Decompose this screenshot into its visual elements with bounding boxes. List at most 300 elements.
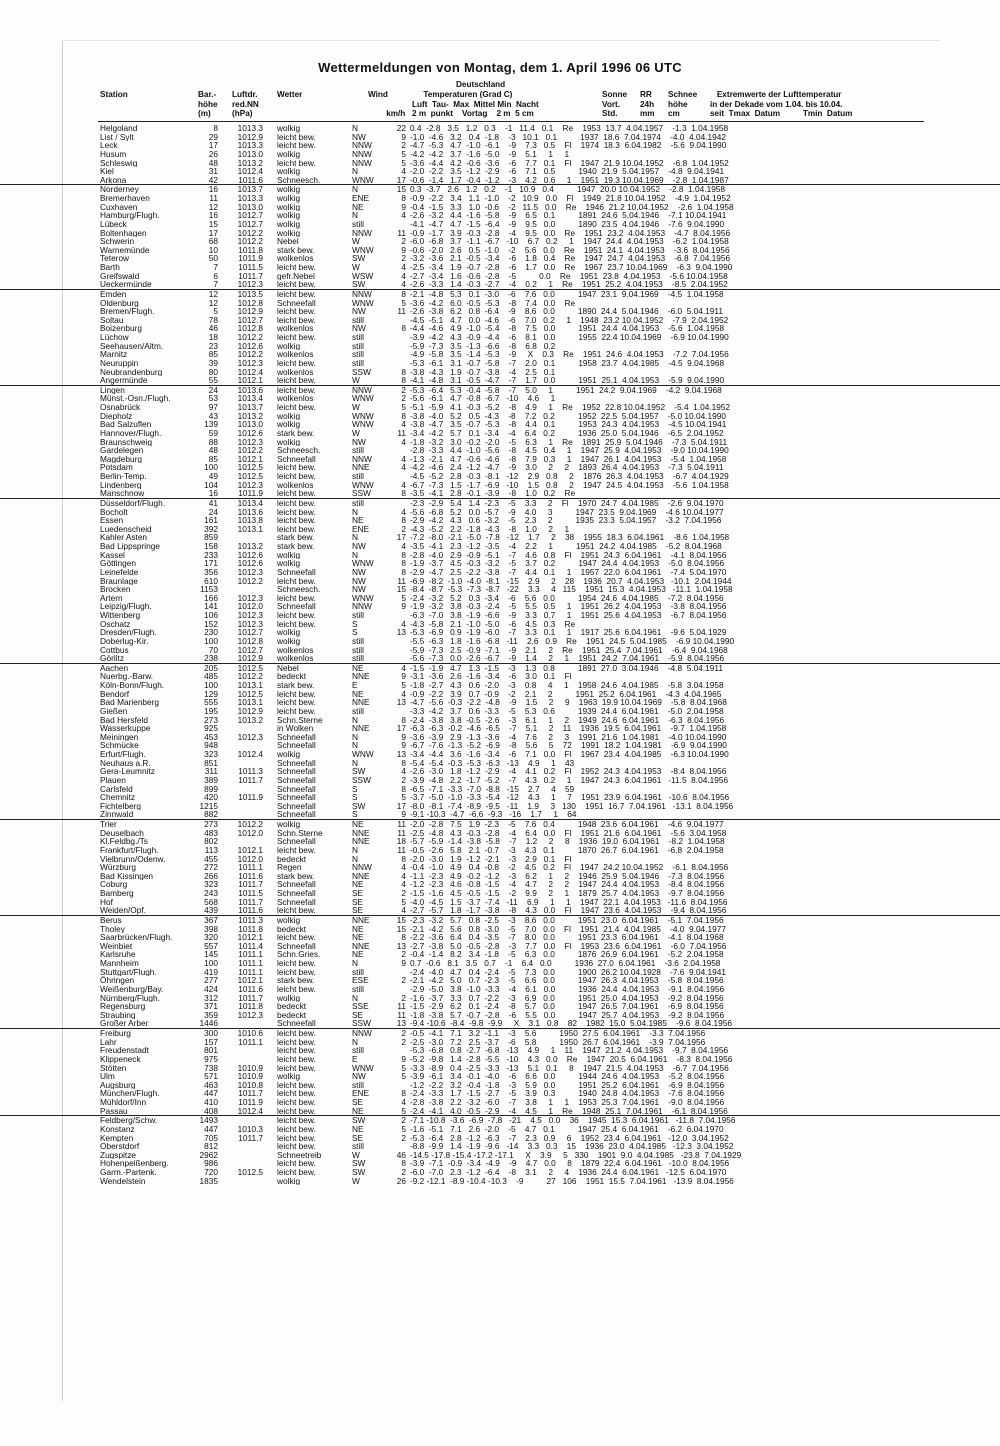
pressure: 1012.2 [237, 819, 263, 829]
station-name: Kassel [100, 550, 125, 560]
wind-speed: 2 [401, 1115, 406, 1126]
barometer-height: 447 [204, 1088, 218, 1099]
station-name: Braunlage [100, 576, 138, 586]
barometer-height: 463 [204, 1079, 218, 1090]
station-name: Düsseldorf/Flugh. [100, 498, 166, 508]
pressure: 1012.2 [237, 671, 263, 682]
station-name: Hannover/Flugh. [100, 428, 162, 438]
weather: wolkig [277, 750, 301, 759]
barometer-height: 738 [204, 1062, 218, 1073]
wind-speed: 2 [401, 236, 406, 247]
observation-values: -0.4 -1.0 4.9 0.4 -0.8 -2 4.5 0.2 Fl 1947 24.2 10.04.1952 -6.1 8.04.1956 [410, 862, 729, 873]
observation-values: -1.5 -1.9 4.7 1.3 -1.5 -3 1.3 0.8 1891 27.0 3.04.1946 -4.8 5.04.1911 [410, 662, 724, 673]
observation-values: -3.6 -4.4 4.2 -0.6 -3.6 -6 7.7 0.1 Fl 1947 21.9 10.04.1952 -6.8 1.04.1952 [410, 157, 729, 168]
wind-direction: WNW [352, 419, 374, 430]
weather: stark bew. [277, 533, 315, 542]
observation-values: -3.8 -4.3 1.9 -0.7 -3.8 -4 2.5 0.1 [410, 366, 556, 377]
pressure: 1013.3 [237, 193, 263, 203]
weather: Schneefall [277, 880, 316, 889]
weather: wolkig [277, 628, 301, 637]
station-name: Lindenberg [100, 480, 142, 490]
wind-direction: N [352, 714, 358, 725]
observation-values: -5.3 -6.4 5.3 -0.4 -5.8 -7 5.0 1 1951 24.2 9.04.1969 -4.2 9.04.1968 [410, 384, 722, 395]
station-name: Lahr [100, 1037, 117, 1047]
wind-speed: 8 [401, 488, 406, 499]
station-name: Chemnitz [100, 793, 136, 802]
observation-values: -3.9 -7.1 -0.9 -3.4 -4.9 -9 4.7 0.0 8 1879 22.4 6.04.1961 -10.0 8.04.1956 [410, 1158, 730, 1169]
header-schnee: Schnee höhe cm [668, 90, 698, 119]
weather: leicht bew. [277, 315, 316, 325]
wind-speed: 2 [401, 774, 406, 785]
weather: Schneefall [277, 767, 316, 776]
wind-speed: 8 [401, 375, 406, 386]
wind-speed: 4 [401, 862, 406, 873]
wind-speed: 4 [401, 453, 406, 464]
wind-direction: N [352, 844, 358, 855]
weather: Nebel [277, 237, 299, 246]
weather: Schneesch. [277, 446, 321, 455]
weather: leicht bew. [277, 489, 316, 498]
wind-direction: NNE [352, 697, 370, 708]
weather: leicht bew. [277, 263, 316, 272]
weather: wolkig [277, 124, 301, 133]
observation-values: -5.4 -5.4 -0.3 -5.3 -6.3 -13 4.9 1 43 [410, 757, 575, 768]
barometer-height: 1446 [199, 1018, 218, 1029]
weather: leicht bew. [277, 141, 316, 150]
weather: wolkig [277, 211, 301, 220]
pressure: 1012.3 [237, 479, 263, 490]
observation-values: -1.8 -3.2 3.0 -0.2 -2.0 -5 6.3 1 Re 1891 25.9 5.04.1946 -7.3 5.04.1911 [410, 436, 728, 447]
barometer-height: 801 [204, 1045, 218, 1056]
pressure: 1012.5 [237, 688, 263, 699]
barometer-height: 273 [204, 714, 218, 725]
weather: leicht bew. [277, 463, 316, 472]
weather: leicht bew. [277, 1116, 316, 1125]
station-name: Boltenhagen [100, 228, 147, 238]
observation-values: -2.7 -3.8 5.0 -0.5 -2.8 -3 7.7 0.0 Fl 1953 23.6 6.04.1961 -6.0 7.04.1956 [410, 940, 727, 951]
barometer-height: 48 [208, 445, 218, 456]
wind-direction: NE [352, 515, 364, 526]
weather: Schneefall [277, 454, 316, 464]
observation-values: -2.3 -3.2 5.7 0.8 -2.5 -3 8.6 0.0 1951 23.0 6.04.1961 -5.1 7.04.1956 [410, 914, 724, 925]
observation-values: -5.7 -5.9 -1.4 -3.8 -5.8 -7 1.2 2 8 1936 19.0 6.04.1961 -8.2 1.04.1958 [410, 836, 725, 847]
pressure: 1012.0 [237, 853, 263, 864]
wind-direction: SE [352, 896, 364, 907]
observation-values: -0.9 -1.7 3.9 -0.3 -2.8 -4 9.5 0.0 Re 1951 23.2 4.04.1953 -4.7 8.04.1956 [410, 227, 731, 238]
barometer-height: 277 [204, 975, 218, 986]
wind-speed: 2 [401, 888, 406, 898]
station-name: Luedenscheid [100, 524, 152, 534]
observation-values: -4.5 -5.2 2.8 -0.3 -8.1 -12 2.9 0.8 2 1876 26.3 4.04.1953 -6.7 4.04.1929 [410, 471, 729, 481]
barometer-height: 7 [213, 262, 218, 272]
weather: wolkig [277, 437, 301, 447]
barometer-height: 925 [204, 723, 218, 734]
wind-speed: 5 [401, 157, 406, 168]
station-name: Manschnow [100, 489, 145, 498]
barometer-height: 85 [208, 349, 218, 360]
weather: leicht bew. [277, 1142, 316, 1151]
observation-values: -9.4 -10.6 -8.4 -9.8 -9.9 X 3.1 0.8 82 1982 15.0 5.04.1985 -9.6 8.04.1956 [410, 1018, 732, 1029]
wind-speed: 4 [401, 210, 406, 221]
weather: wolkig [277, 219, 301, 229]
weather: stark bew. [277, 871, 315, 881]
barometer-height: 2962 [199, 1149, 218, 1160]
station-name: Feldberg/Schw. [100, 1116, 158, 1125]
weather: Schneefall [277, 758, 316, 768]
pressure: 1011.7 [238, 1132, 263, 1143]
pressure: 1012.3 [237, 731, 263, 742]
observation-values: -1.2 -2.3 4.6 -0.8 -1.5 -4 4.7 2 2 1947 24.4 4.04.1953 -8.4 8.04.1956 [410, 879, 725, 890]
observation-values: -3.6 -4.2 6.0 -0.5 -5.3 -8 7.4 0.0 Re [410, 297, 576, 308]
pressure: 1012.4 [237, 1105, 263, 1116]
wind-speed: 4 [401, 419, 406, 430]
wind-speed: 2 [401, 1167, 406, 1177]
barometer-height: 419 [204, 966, 218, 977]
wind-speed: 2 [401, 992, 406, 1003]
observation-values: -2.8 -4.0 2.9 -0.9 -5.1 -7 4.6 0.8 Fl 1951 24.3 6.04.1961 -4.1 8.04.1956 [410, 549, 727, 560]
wind-speed: 5 [401, 297, 406, 308]
observation-values: -2.6 -3.0 1.8 -1.2 -2.9 -4 4.1 0.2 Fl 1952 24.3 4.04.1953 -8.4 8.04.1956 [410, 766, 727, 777]
pressure: 1012.4 [237, 166, 263, 177]
barometer-height: 12 [208, 201, 218, 212]
wind-direction: E [352, 680, 358, 690]
station-name: Soltau [100, 315, 124, 325]
wind-speed: 15 [396, 584, 406, 595]
pressure: 1012.3 [237, 357, 263, 368]
wind-direction: still [352, 1045, 364, 1056]
barometer-height: 882 [204, 809, 218, 820]
wind-direction: N [352, 210, 358, 221]
wind-direction: NE [352, 819, 364, 829]
station-name: Saarbrücken/Flugh. [100, 933, 173, 942]
station-name: Görlitz [100, 654, 124, 663]
wind-speed: 2 [401, 949, 406, 960]
header-wetter: Wetter [277, 90, 303, 99]
barometer-height: 11 [209, 193, 218, 203]
pressure: 1011.5 [238, 888, 263, 898]
wind-speed: 4 [401, 506, 406, 517]
pressure: 1011.1 [238, 1036, 263, 1047]
pressure: 1011.9 [238, 792, 263, 803]
weather: leicht bew. [277, 984, 316, 994]
station-name: Norderney [100, 185, 139, 194]
wind-speed: 2 [401, 140, 406, 151]
pressure: 1012.8 [237, 297, 263, 308]
pressure: 1012.5 [237, 1167, 263, 1177]
weather: bedeckt [277, 1010, 307, 1020]
pressure: 1011.6 [238, 905, 263, 916]
wind-direction: NE [352, 879, 364, 890]
pressure: 1011.7 [238, 270, 263, 281]
station-name: Stuttgart/Flugh. [100, 967, 157, 977]
barometer-height: 311 [204, 766, 218, 777]
wind-direction: SW [352, 1167, 366, 1177]
wind-direction: ESE [352, 975, 369, 986]
station-name: Straubing [100, 1010, 136, 1020]
weather: leicht bew. [277, 1080, 316, 1090]
wind-speed: 9 [401, 131, 406, 142]
station-name: Aachen [100, 663, 129, 673]
wind-direction: SE [352, 1132, 364, 1143]
observation-values: -3.3 -4.2 3.7 0.6 -3.3 -5 5.3 0.6 1939 24.4 6.04.1961 -5.0 2.04.1958 [410, 705, 724, 716]
weather: leicht bew. [277, 289, 316, 299]
station-name: Leck [100, 141, 118, 150]
pressure: 1012.2 [237, 445, 263, 456]
observation-values: -4.3 -5.8 2.1 -1.0 -5.0 -6 4.5 0.3 Re [410, 618, 576, 629]
station-name: Potsdam [100, 463, 133, 472]
wind-direction: ENE [352, 523, 370, 534]
wind-speed: 8 [401, 410, 406, 421]
pressure: 1013.3 [237, 140, 263, 151]
header-rr: RR 24h mm [640, 90, 655, 119]
barometer-height: 453 [204, 731, 218, 742]
station-name: Kahler Asten [100, 533, 148, 542]
observation-values: -5.6 -6.1 4.7 -0.8 -6.7 -10 4.6 1 [410, 393, 556, 404]
wind-direction: WNW [352, 1062, 374, 1073]
barometer-height: 161 [204, 515, 218, 526]
wind-speed: 8 [401, 1158, 406, 1169]
station-name: Freudenstadt [100, 1046, 149, 1055]
wind-speed: 4 [401, 688, 406, 699]
weather: leicht bew. [277, 403, 316, 412]
barometer-height: 367 [204, 914, 218, 925]
barometer-height: 152 [204, 618, 218, 629]
barometer-height: 238 [204, 653, 218, 664]
page-title: Wettermeldungen von Montag, dem 1. April 1996 06 UTC [318, 60, 682, 75]
station-name: Gardelegen [100, 446, 144, 455]
barometer-height: 49 [208, 471, 218, 481]
weather: leicht bew. [277, 1046, 316, 1055]
observation-values: -3.8 -4.0 5.2 0.5 -4.3 -8 7.2 0.2 1952 22.5 5.04.1957 -5.0 10.04.1990 [410, 410, 726, 421]
weather: leicht bew. [277, 358, 316, 368]
barometer-height: 205 [204, 662, 218, 673]
observation-values: -0.9 -2.2 3.4 1.1 -1.0 -2 10.9 0.0 Fl 1949 21.8 10.04.1952 -4.9 1.04.1952 [410, 193, 731, 203]
barometer-height: 16 [208, 210, 218, 221]
wind-direction: NE [352, 923, 364, 934]
observation-values: -9.1 -10.3 -4.7 -6.6 -9.3 -16 1.7 1 64 [410, 809, 577, 820]
pressure: 1012.8 [237, 635, 263, 646]
barometer-height: 439 [204, 905, 218, 916]
wind-direction: still [352, 610, 364, 620]
wind-speed: 17 [396, 800, 406, 811]
pressure: 1013.2 [237, 541, 263, 551]
wind-speed: 13 [396, 749, 406, 759]
weather: wolkenlos [277, 254, 314, 263]
observation-values: -6.7 -7.6 -1.3 -5.2 -6.9 -8 5.6 5 72 1991 18.2 1.04.1981 -6.9 9.04.1990 [410, 740, 727, 751]
barometer-height: 8 [213, 123, 218, 133]
observation-values: -1.5 -2.9 6.2 0.1 -2.4 -8 5.7 0.0 1947 26.5 7.04.1961 -6.9 8.04.1956 [410, 1001, 724, 1012]
barometer-height: 104 [204, 479, 218, 490]
wind-speed: 11 [397, 575, 406, 586]
barometer-height: 7 [213, 279, 218, 290]
barometer-height: 53 [208, 393, 218, 404]
weather: leicht bew. [277, 1106, 316, 1116]
header-extremes: Extremwerte der Lufttemperatur in der Dekade vom 1.04. bis 10.04. seit Tmax Datum Tmin Datum [710, 90, 853, 119]
pressure: 1013.3 [237, 123, 263, 133]
observation-values: -5.3 -6.1 3.1 -0.7 -5.8 -7 2.0 0.1 1958 23.7 4.04.1985 -4.5 9.04.1968 [410, 357, 725, 368]
weather: leicht bew. [277, 507, 316, 517]
station-name: Oldenburg [100, 298, 139, 308]
observation-values: -0.4 -1.5 3.3 1.0 -0.6 -2 11.5 0.0 Re 1946 21.2 10.04.1952 -2.6 1.04.1958 [410, 201, 734, 212]
observation-values: -1.6 -3.7 3.3 0.7 -2.2 -3 6.9 0.0 1951 25.0 4.04.1953 -9.2 8.04.1956 [410, 992, 724, 1003]
weather: leicht bew. [277, 698, 316, 707]
barometer-height: 705 [204, 1132, 218, 1143]
pressure: 1012.5 [237, 462, 263, 473]
barometer-height: 31 [208, 166, 218, 177]
station-name: Dresden/Flugh. [100, 628, 157, 637]
station-name: Plauen [100, 775, 126, 785]
barometer-height: 26 [208, 148, 218, 159]
barometer-height: 78 [208, 314, 218, 325]
pressure: 1011.7 [238, 992, 263, 1003]
wind-direction: WNW [352, 479, 374, 490]
observation-values: -1.9 -3.2 3.8 -0.3 -2.4 -5 5.5 0.5 1 1951 26.2 4.04.1953 -3.8 8.04.1956 [410, 601, 727, 612]
barometer-height: 113 [204, 844, 218, 855]
weather: wolkig [277, 202, 301, 212]
wind-direction: NNW [352, 862, 372, 873]
weather: leicht bew. [277, 706, 316, 716]
pressure: 1012.6 [237, 558, 263, 569]
station-name: Oschatz [100, 619, 131, 629]
barometer-height: 158 [204, 541, 218, 551]
pressure: 1012.1 [237, 375, 263, 386]
station-name: Stötten [100, 1063, 127, 1073]
weather: leicht bew. [277, 959, 316, 968]
weather: gefr.Nebel [277, 271, 315, 281]
observation-values: -5.9 -7.3 3.5 -1.3 -6.6 -8 6.8 0.2 [410, 340, 556, 351]
pressure: 1012.4 [237, 749, 263, 759]
weather: leicht bew. [277, 524, 316, 534]
wind-direction: W [352, 1149, 360, 1160]
wind-direction: SSW [352, 366, 371, 377]
table-row [0, 1107, 1000, 1116]
wind-speed: 4 [401, 166, 406, 177]
wind-speed: 15 [396, 184, 406, 195]
barometer-height: 1215 [199, 800, 218, 811]
weather: leicht bew. [277, 158, 316, 168]
pressure: 1012.1 [237, 453, 263, 464]
observation-values: -0.6 -1.4 1.7 -0.4 -1.2 -3 4.2 0.6 1 1951 19.3 10.04.1969 -2.8 1.04.1987 [410, 174, 729, 185]
station-name: Münst.-Osn./Flugh. [100, 394, 171, 403]
pressure: 1013.1 [237, 523, 263, 534]
pressure: 1013.6 [237, 506, 263, 517]
wind-direction: NW [352, 541, 366, 551]
observation-values: -4.0 -4.5 1.5 -3.7 -7.4 -11 6.9 1 1 1947 22.1 4.04.1953 -11.6 8.04.1956 [410, 896, 728, 907]
wind-direction: N [352, 740, 358, 751]
pressure: 1011.9 [238, 1097, 263, 1107]
weather: wolkig [277, 550, 301, 560]
wind-direction: NW [352, 306, 366, 317]
barometer-height: 80 [208, 366, 218, 377]
observation-values: -4.7 -5.6 -0.3 -2.2 -4.8 -9 1.5 2 9 1963 19.9 10.04.1969 -5.8 8.04.1968 [410, 697, 727, 708]
barometer-height: 12 [208, 297, 218, 308]
observation-values: -6.3 -7.0 3.8 -1.9 -6.6 -9 3.3 0.7 1 1951 25.6 4.04.1953 -6.7 8.04.1956 [410, 610, 727, 620]
observation-values: -1.2 -2.2 3.2 -0.4 -1.8 -3 5.9 0.0 1951 25.2 6.04.1961 -6.9 8.04.1956 [410, 1079, 725, 1090]
wind-speed: 8 [401, 853, 406, 864]
station-name: Bad Hersfeld [100, 715, 148, 725]
wind-direction: still [352, 218, 364, 229]
wind-direction: NNE [352, 462, 370, 473]
weather: leicht bew. [277, 472, 316, 481]
observation-values: -2.1 -4.2 5.0 0.7 -2.3 -5 6.6 0.0 1947 26.3 4.04.1953 -5.8 8.04.1956 [410, 975, 724, 986]
barometer-height: 97 [208, 402, 218, 412]
wind-speed: 4 [401, 1097, 406, 1107]
station-name: Cottbus [100, 645, 129, 655]
barometer-height: 389 [204, 774, 218, 785]
pressure: 1012.3 [237, 279, 263, 290]
wind-speed: 2 [401, 253, 406, 264]
station-name: Angermünde [100, 376, 148, 385]
observation-values: -4.2 -4.6 2.4 -1.2 -4.7 -9 3.0 2 2 1893 26.4 4.04.1953 -7.3 5.04.1911 [410, 462, 724, 473]
wind-direction: SW [352, 1158, 366, 1169]
barometer-height: 100 [204, 958, 218, 968]
station-name: Bamberg [100, 889, 134, 898]
pressure: 1011.1 [238, 966, 263, 977]
wind-speed: 4 [401, 479, 406, 490]
station-name: Warnemünde [100, 245, 150, 255]
barometer-height: 23 [208, 340, 218, 351]
barometer-height: 371 [204, 1001, 218, 1012]
barometer-height: 100 [204, 462, 218, 473]
wind-direction: WNW [352, 297, 374, 308]
station-name: Meiningen [100, 732, 139, 742]
wind-speed: 8 [401, 1088, 406, 1099]
barometer-height: 139 [204, 419, 218, 430]
wind-speed: 15 [396, 923, 406, 934]
observation-values: -3.8 -4.7 3.5 -0.7 -5.3 -8 4.4 0.1 1953 24.3 4.04.1953 -4.5 10.04.1941 [410, 419, 727, 430]
wind-speed: 4 [401, 662, 406, 673]
barometer-height: 323 [204, 749, 218, 759]
barometer-height: 42 [208, 174, 218, 185]
wind-direction: N [352, 184, 358, 195]
wind-speed: 2 [401, 1132, 406, 1143]
wind-direction: NE [352, 1105, 364, 1116]
wind-speed: 4 [401, 870, 406, 881]
barometer-height: 483 [204, 827, 218, 838]
barometer-height: 557 [204, 940, 218, 951]
station-name: Seehausen/Altm. [100, 341, 164, 351]
pressure: 1012.9 [237, 306, 263, 317]
station-name: Oberstdorf [100, 1142, 140, 1151]
wind-direction: N [352, 123, 358, 133]
wind-direction: WNW [352, 749, 374, 759]
wind-speed: 2 [401, 393, 406, 404]
wind-speed: 4 [401, 879, 406, 890]
observation-values: -2.3 -2.9 5.4 1.4 -2.3 -5 3.3 2 Fl 1970 24.7 4.04.1985 -2.6 9.04.1970 [410, 497, 724, 508]
wind-direction: SE [352, 1097, 364, 1107]
barometer-height: 392 [204, 523, 218, 534]
table-row [0, 280, 1000, 289]
observation-values: -14.5 -17.8 -15.4 -17.2 -17.1 X 3.9 5 330 1901 9.0 4.04.1985 -23.8 7.04.1929 [410, 1149, 742, 1160]
observation-values: -0.6 -2.0 2.6 0.5 -1.0 -2 5.6 0.0 Re 1951 24.1 4.04.1953 -3.6 8.04.1956 [410, 244, 730, 255]
barometer-height: 68 [208, 236, 218, 247]
weather: leicht bew. [277, 1098, 316, 1107]
weather: leicht bew. [277, 933, 316, 942]
wind-speed: 13 [396, 627, 406, 638]
weather: leicht bew. [277, 1133, 316, 1143]
observation-values: -1.1 -2.3 4.9 -0.2 -1.2 -3 6.2 1 2 1946 25.9 5.04.1946 -7.3 8.04.1956 [410, 870, 725, 881]
weather: wolkig [277, 341, 301, 351]
station-name: Würzburg [100, 863, 136, 872]
barometer-height: 70 [208, 644, 218, 655]
wind-speed: 11 [397, 1009, 406, 1020]
barometer-height: 50 [208, 253, 218, 264]
station-name: Karlsruhe [100, 950, 136, 959]
wind-direction: SW [352, 800, 366, 811]
weather: wolkenlos [277, 350, 314, 359]
wind-direction: WNW [352, 592, 374, 603]
station-name: Bad Salzuflen [100, 420, 152, 429]
